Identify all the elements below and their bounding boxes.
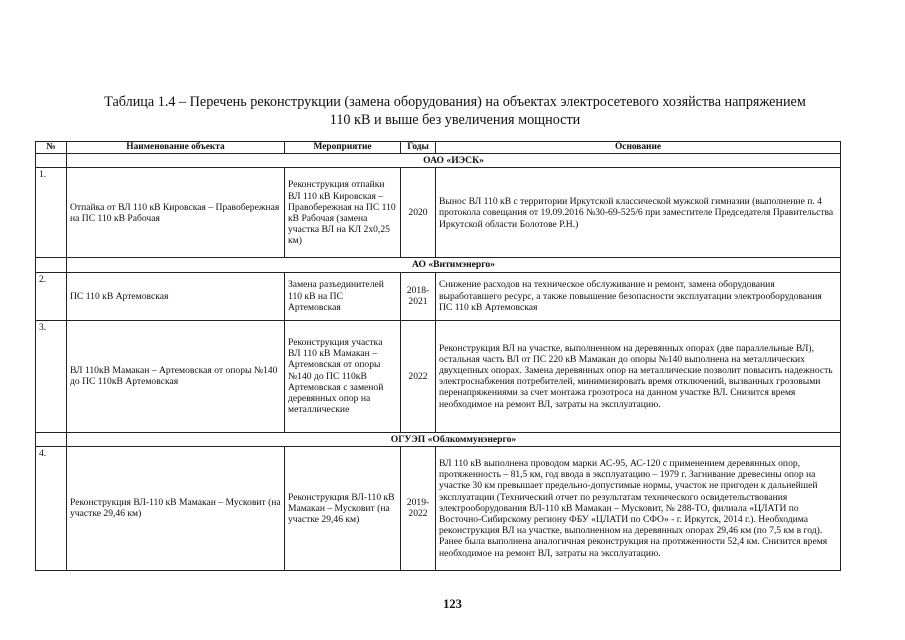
caption-line-1: Таблица 1.4 – Перечень реконструкции (замена оборудования) на объектах электросетевого хозяйства напряжением [104, 94, 806, 110]
org-row-iesk [36, 154, 841, 168]
org-label: АО «Витимэнерго» [67, 258, 841, 272]
row-measure: Реконструкция отпайки ВЛ 110 кВ Кировская – Правобережная на ПС 110 кВ Рабочая (замена участка ВЛ на КЛ 2х0,25 км) [285, 168, 401, 258]
org-label: ОГУЭП «Облкоммунэнерго» [67, 432, 841, 446]
row-years: 2019-2022 [401, 446, 436, 570]
table-row [36, 272, 841, 320]
row-object: Отпайка от ВЛ 110 кВ Кировская – Правобережная на ПС 110 кВ Рабочая [67, 168, 285, 258]
row-measure: Реконструкция участка ВЛ 110 кВ Мамакан – Артемовская от опоры №140 до ПС 110кВ Артемовская с заменой деревянных опор на металлические [285, 320, 401, 432]
row-measure: Замена разъединителей 110 кВ на ПС Артемовская [285, 272, 401, 320]
row-object: ПС 110 кВ Артемовская [67, 272, 285, 320]
org-row-oblkommunenergo [36, 432, 841, 446]
row-object: Реконструкция ВЛ-110 кВ Мамакан – Мусковит (на участке 29,46 км) [67, 446, 285, 570]
table-caption [60, 93, 850, 129]
reconstruction-table [35, 141, 841, 571]
row-num: 2. [36, 272, 67, 320]
table-row [36, 446, 841, 570]
row-num: 4. [36, 446, 67, 570]
row-years: 2018-2021 [401, 272, 436, 320]
row-measure: Реконструкция ВЛ-110 кВ Мамакан – Мусковит (на участке 29,46 км) [285, 446, 401, 570]
row-basis: Вынос ВЛ 110 кВ с территории Иркутской классической мужской гимназии (выполнение п. 4 протокола совещания от 19.09.2016 №30-69-525/6 при заместителе Председателя Правительства Иркутской области Болотове Р.Н.) [436, 168, 841, 258]
table-row [36, 320, 841, 432]
row-basis: ВЛ 110 кВ выполнена проводом марки АС-95, АС-120 с применением деревянных опор, протяженность – 81,5 км, год ввода в эксплуатацию – 1979 г. Загнивание древесины опор на участке 30 км превышает предельно-допустимые нормы, участок не пригоден к дальнейшей эксплуатации (Технический отчет по результатам технического освидетельствования электрооборудования ВЛ-110 кВ Мамакан – Мусковит, № 288-ТО, филиала «ЦЛАТИ по Восточно-Сибирскому региону ФБУ «ЦЛАТИ по СФО» - г. Иркутск, 2014 г.). Необходима реконструкция ВЛ на участке, выполненном на деревянных опорах 29,46 км (по 7,5 км в год). Ранее была выполнена аналогичная реконструкция на протяженности 52,4 км. Снизится время необходимое на ремонт ВЛ, затраты на эксплуатацию. [436, 446, 841, 570]
table-header-row [36, 142, 841, 154]
row-years: 2020 [401, 168, 436, 258]
row-basis: Реконструкция ВЛ на участке, выполненном на деревянных опорах (две параллельные ВЛ), остальная часть ВЛ от ПС 220 кВ Мамакан до опоры №140 выполнена на металлических двухцепных опорах. Замена деревянных опор на металлические позволит повысить надежность электроснабжения потребителей, минимизировать время отключений, вызванных грозовыми перенапряжениями за счет монтажа грозотроса на данном участке ВЛ. Снизится время необходимое на ремонт ВЛ, затраты на эксплуатацию. [436, 320, 841, 432]
header-num: № [36, 142, 67, 154]
row-basis: Снижение расходов на техническое обслуживание и ремонт, замена оборудования выработавшего ресурс, а также повышение безопасности эксплуатации электрооборудования ПС 110 кВ Артемовская [436, 272, 841, 320]
row-object: ВЛ 110кВ Мамакан – Артемовская от опоры №140 до ПС 110кВ Артемовская [67, 320, 285, 432]
org-row-vitimenergo [36, 258, 841, 272]
header-measure: Мероприятие [285, 142, 401, 154]
page-number: 123 [443, 597, 462, 611]
header-years: Годы [401, 142, 436, 154]
caption-line-2: 110 кВ и выше без увеличения мощности [329, 112, 581, 128]
table-row [36, 168, 841, 258]
header-basis: Основание [436, 142, 841, 154]
org-label: ОАО «ИЭСК» [67, 154, 841, 168]
header-object: Наименование объекта [67, 142, 285, 154]
row-num: 1. [36, 168, 67, 258]
row-num: 3. [36, 320, 67, 432]
row-years: 2022 [401, 320, 436, 432]
